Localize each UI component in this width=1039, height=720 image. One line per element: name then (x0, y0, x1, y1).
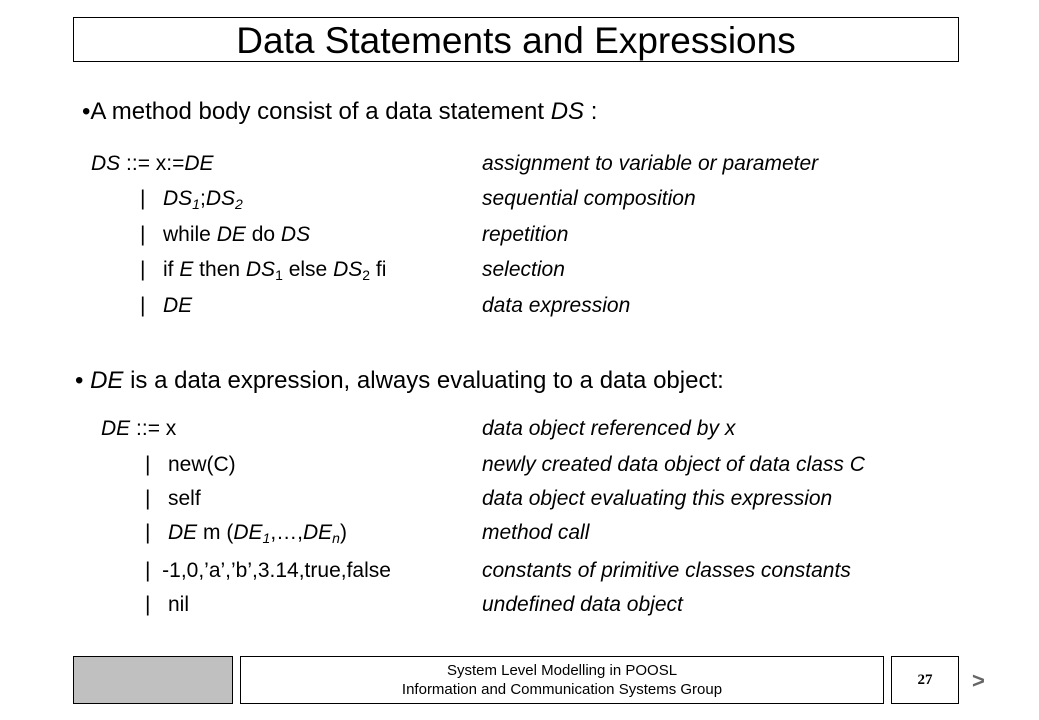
de-term: -1,0,’a’,’b’,3.14,true,false (162, 559, 391, 582)
de-ellipsis: ,…, (270, 521, 303, 544)
ds-term: E (179, 258, 194, 281)
grammar-bar: | (145, 559, 151, 582)
keyword: while (162, 223, 217, 246)
bullet-de-intro (75, 367, 724, 395)
de-term: self (167, 487, 201, 510)
de-desc-4: method call (482, 521, 590, 544)
ds-desc-3: repetition (482, 223, 569, 246)
ds-rhs: DE (184, 152, 214, 175)
ds-grammar-row-2 (140, 186, 243, 212)
de-sub: n (332, 530, 340, 546)
de-term: DE (167, 521, 198, 544)
bullet-term: DS (550, 98, 585, 125)
de-term: nil (167, 593, 189, 616)
de-grammar-row-5 (145, 558, 391, 584)
ds-grammar-row-1 (91, 151, 214, 177)
de-term: DE (233, 521, 263, 544)
ds-term: DS (162, 187, 193, 210)
keyword: else (282, 258, 334, 281)
bullet-text: •A method body consist of a data statement (82, 98, 551, 125)
grammar-bar: | (145, 453, 151, 476)
de-desc-1: data object referenced by x (482, 417, 736, 440)
slide-title: Data Statements and Expressions (236, 20, 796, 61)
ds-grammar-row-3 (140, 222, 310, 248)
next-slide-icon[interactable]: > (972, 668, 985, 693)
de-method: m ( (197, 521, 234, 544)
grammar-bar: | (140, 258, 146, 281)
ds-sub: 2 (235, 196, 243, 212)
de-term: DE (302, 521, 333, 544)
ds-grammar-row-5 (140, 293, 192, 319)
de-lhs: DE (101, 417, 131, 440)
page-number: 27 (891, 656, 959, 704)
de-grammar-row-6 (145, 592, 189, 618)
ds-grammar-row-4 (140, 257, 386, 283)
grammar-bar: | (140, 187, 146, 210)
grammar-bar: | (140, 223, 146, 246)
ds-term: DS (205, 187, 235, 210)
keyword: if (162, 258, 180, 281)
de-grammar-row-4 (145, 520, 347, 546)
de-sub: 1 (262, 530, 271, 546)
bullet-term: DE (90, 367, 124, 394)
ds-sub: 1 (275, 267, 283, 283)
footer-line-2: Information and Communication Systems Group (401, 681, 723, 698)
keyword: fi (370, 258, 387, 281)
keyword: do (245, 223, 281, 246)
footer-line-1: System Level Modelling in POOSL (446, 662, 678, 679)
grammar-bar: | (145, 593, 151, 616)
de-desc-2: newly created data object of data class C (482, 453, 865, 476)
ds-desc-1: assignment to variable or parameter (482, 152, 819, 175)
ds-op: ::= x:= (120, 152, 185, 175)
ds-lhs: DS (91, 152, 121, 175)
keyword: then (193, 258, 246, 281)
de-close: ) (339, 521, 347, 544)
bullet-text: • (75, 367, 91, 394)
bullet-tail: : (584, 98, 598, 125)
ds-desc-5: data expression (482, 294, 631, 317)
grammar-bar: | (140, 294, 146, 317)
ds-sub: 2 (362, 267, 371, 283)
ds-term: DE (162, 294, 193, 317)
ds-term: DE (216, 223, 246, 246)
slide-title-box (73, 17, 959, 62)
grammar-bar: | (145, 487, 151, 510)
ds-sep: ; (199, 187, 206, 210)
de-grammar-row-3 (145, 486, 201, 512)
de-desc-3: data object evaluating this expression (482, 487, 833, 510)
de-desc-6: undefined data object (482, 593, 683, 616)
de-op: ::= x (130, 417, 177, 440)
ds-sub: 1 (192, 196, 200, 212)
footer-gray-box (73, 656, 233, 704)
de-term: new(C) (167, 453, 236, 476)
grammar-bar: | (145, 521, 151, 544)
ds-desc-2: sequential composition (482, 187, 696, 210)
footer-caption (240, 656, 884, 704)
ds-term: DS (245, 258, 276, 281)
ds-desc-4: selection (482, 258, 565, 281)
ds-term: DS (280, 223, 311, 246)
de-desc-5: constants of primitive classes constants (482, 559, 851, 582)
bullet-ds-intro (82, 98, 597, 126)
ds-term: DS (333, 258, 363, 281)
bullet-tail: is a data expression, always evaluating to a data object: (123, 367, 724, 394)
de-grammar-row-2 (145, 452, 236, 478)
de-grammar-row-1 (101, 416, 176, 442)
